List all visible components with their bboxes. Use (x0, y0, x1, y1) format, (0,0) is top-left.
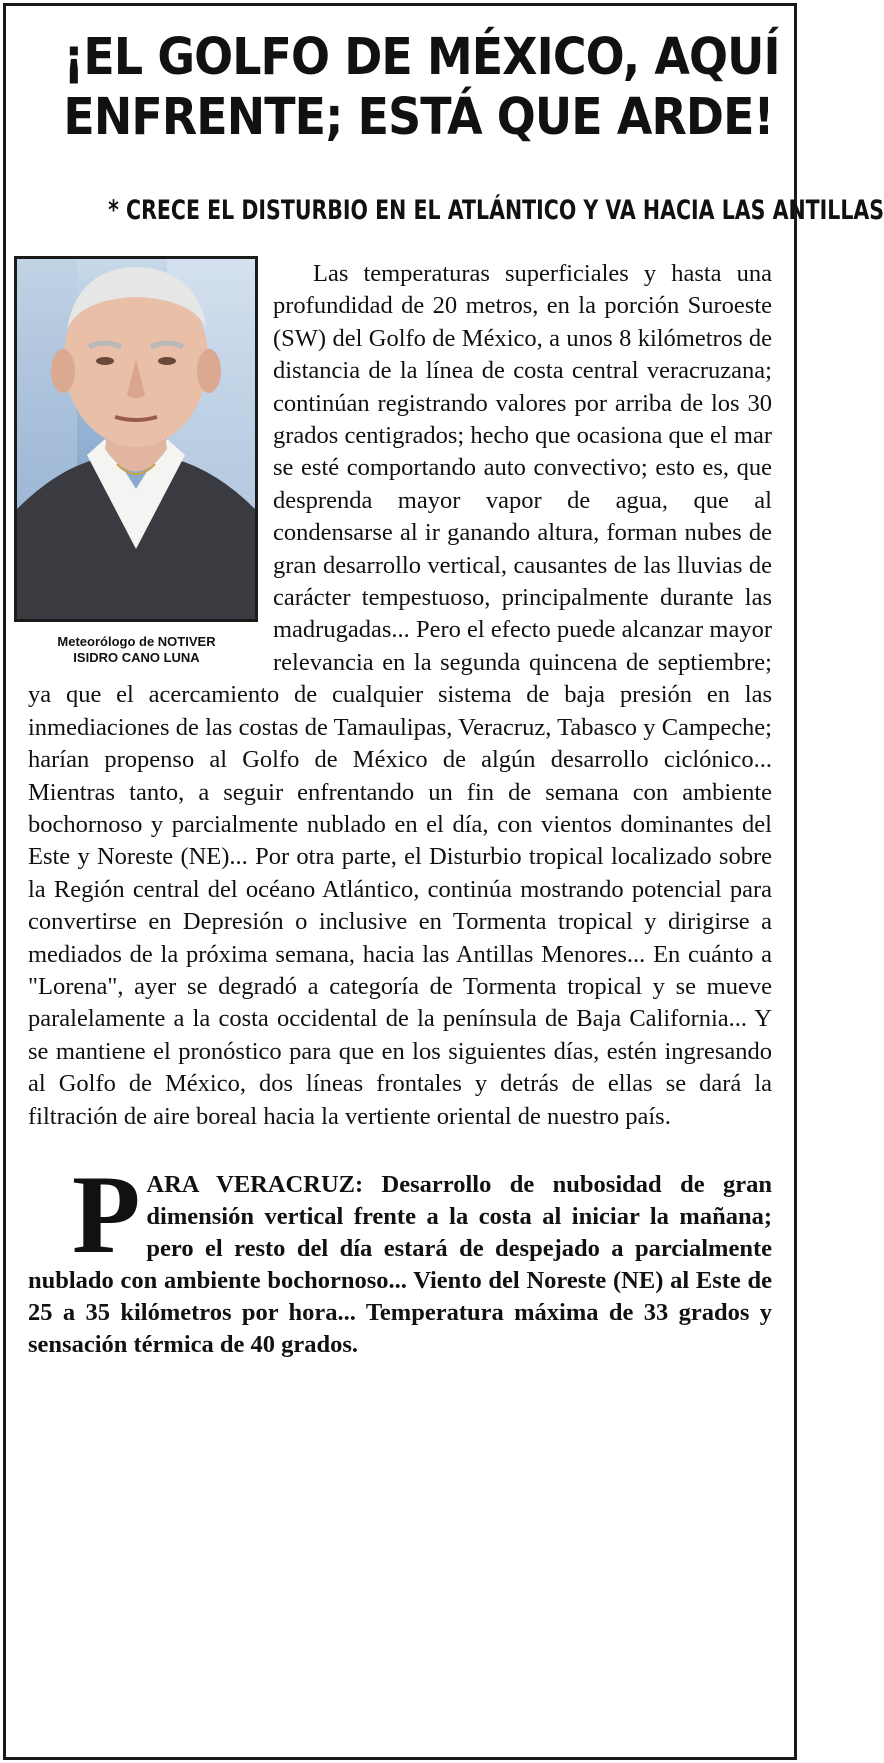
portrait-illustration (17, 259, 255, 619)
headline (63, 28, 780, 148)
forecast-section (28, 1152, 772, 1361)
forecast-text: ARA VERACRUZ: Desarrollo de nubosidad de gran dimensión vertical frente a la costa al iniciar la mañana; pero el resto del día estará de despejado a parcialmente nublado con ambiente bochornoso... Viento del Noreste (NE) al Este de 25 a 35 kilómetros por hora... Temperatura máxima de 33 grados y sensación térmica de 40 grados. (28, 1170, 772, 1358)
news-clipping (3, 3, 884, 1760)
article-section (28, 258, 772, 1133)
headline-line-2: ENFRENTE; ESTÁ QUE ARDE! (63, 88, 774, 147)
headline-line-1: ¡EL GOLFO DE MÉXICO, AQUÍ (63, 28, 780, 87)
author-photo (14, 256, 258, 622)
drop-cap: P (72, 1152, 141, 1277)
subheadline: * CRECE EL DISTURBIO EN EL ATLÁNTICO Y VA HACIA LAS ANTILLAS (108, 195, 884, 226)
article-paragraph: Las temperaturas superficiales y hasta una profundidad de 20 metros, en la porción Suroeste (SW) del Golfo de México, a unos 8 kilómetros de distancia de la línea de costa central veracruzana; continúan registrando valores por arriba de los 30 grados centigrados; hecho que ocasiona que el mar se esté comportando auto convectivo; esto es, que desprenda mayor vapor de agua, que al condensarse al ir ganando altura, forman nubes de gran desarrollo vertical, causantes de las lluvias de carácter tempestuoso, principalmente durante las madrugadas... Pero el efecto puede alcanzar mayor relevancia en la segunda quincena de septiembre; ya que el acercamiento de cualquier sistema de baja presión en las inmediaciones de las costas de Tamaulipas, Veracruz, Tabasco y Campeche; harían propenso al Golfo de México de algún desarrollo ciclónico... Mientras tanto, a seguir enfrentando un fin de semana con ambiente bochornoso y parcialmente nublado en el día, con vientos dominantes del Este y Noreste (NE)... Por otra parte, el Disturbio tropical localizado sobre la Región central del océano Atlántico, continúa mostrando potencial para convertirse en Depresión o inclusive en Tormenta tropical y dirigirse a mediados de la próxima semana, hacia las Antillas Menores... En cuánto a "Lorena", ayer se degradó a categoría de Tormenta tropical y se mueve paralelamente a la costa occidental de la península de Baja California... Y se mantiene el pronóstico para que en los siguientes días, estén ingresando al Golfo de México, dos líneas frontales y detrás de ellas se dará la filtración de aire boreal hacia la vertiente oriental de nuestro país. (28, 260, 772, 1130)
photo-block (14, 256, 259, 666)
caption-line-2: ISIDRO CANO LUNA (73, 650, 200, 665)
caption-line-1: Meteorólogo de NOTIVER (57, 634, 216, 649)
photo-caption (14, 634, 259, 666)
